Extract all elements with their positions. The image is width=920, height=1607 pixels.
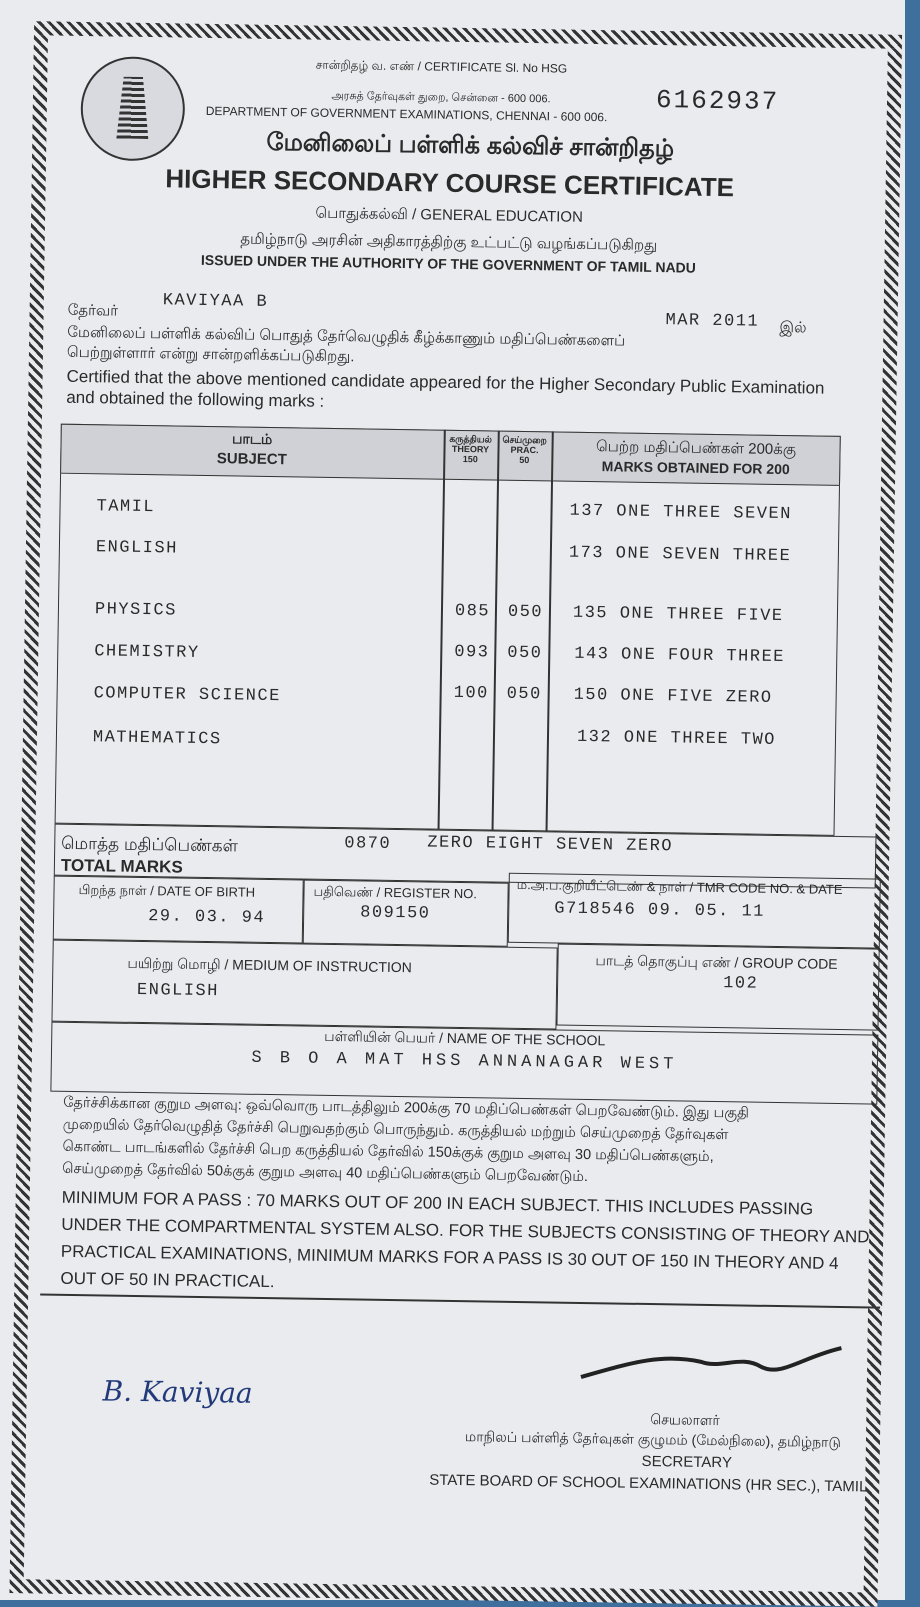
secretary-signature (571, 1332, 852, 1396)
group-label: பாடத் தொகுப்பு எண் / GROUP CODE (595, 952, 838, 972)
note-line: PRACTICAL EXAMINATIONS, MINIMUM MARKS FOR A PASS IS 30 OUT OF 150 IN THEORY AND 4 (60, 1241, 839, 1274)
table-row-marks: 150 ONE FIVE ZERO (573, 685, 773, 708)
table-row-marks: 132 ONE THREE TWO (576, 727, 777, 750)
certification-text: Certified that the above mentioned candidate appeared for the Higher Secondary Public Examination and obtained the following marks : (66, 366, 825, 411)
candidate-signature: B. Kaviyaa (102, 1374, 253, 1410)
total-marks-words: ZERO EIGHT SEVEN ZERO (427, 833, 674, 857)
table-row-practical: 050 (506, 684, 542, 705)
note-line: OUT OF 50 IN PRACTICAL. (60, 1268, 275, 1292)
group-code: 102 (722, 974, 759, 994)
table-row-theory: 100 (453, 683, 489, 704)
subject-header: SUBJECT (216, 450, 287, 469)
table-row-subject: CHEMISTRY (94, 642, 200, 663)
authority-english: ISSUED UNDER THE AUTHORITY OF THE GOVERNMENT OF TAMIL NADU (200, 251, 696, 276)
table-row-marks: 135 ONE THREE FIVE (572, 603, 784, 627)
table-row-subject: COMPUTER SCIENCE (93, 684, 281, 707)
medium-box (51, 940, 557, 1030)
exam-session: MAR 2011 (665, 311, 760, 332)
certification-tamil-line-2: பெற்றுள்ளார் என்று சான்றளிக்கப்படுகிறது. (66, 343, 355, 366)
total-marks-label: TOTAL MARKS (60, 855, 183, 877)
subtitle: பொதுக்கல்வி / GENERAL EDUCATION (315, 204, 584, 226)
note-line: MINIMUM FOR A PASS : 70 MARKS OUT OF 200 IN EACH SUBJECT. THIS INCLUDES PASSING (61, 1187, 814, 1219)
tmr-label: ம.அ.ப.குறியீட்டெண் & நாள் / TMR CODE NO. & DATE (516, 876, 843, 898)
dob-value: 29. 03. 94 (147, 907, 266, 928)
school-label: பள்ளியின் பெயர் / NAME OF THE SCHOOL (324, 1027, 606, 1049)
department-tamil: அரசுத் தேர்வுகள் துறை, சென்னை - 600 006. (331, 89, 551, 106)
table-row-practical: 050 (507, 602, 544, 623)
table-row-subject: MATHEMATICS (92, 728, 222, 750)
authority-tamil: தமிழ்நாடு அரசின் அதிகாரத்திற்கு உட்பட்டு வழங்கப்படுகிறது (240, 230, 658, 255)
note-line: UNDER THE COMPARTMENTAL SYSTEM ALSO. FOR THE SUBJECTS CONSISTING OF THEORY AND (61, 1214, 870, 1247)
total-marks-value: 0870 (344, 834, 392, 854)
certificate-number-label: சான்றிதழ் வ. எண் / CERTIFICATE Sl. No HSG (315, 57, 568, 76)
certificate-number: 6162937 (655, 84, 780, 117)
certification-tamil-line-1: மேனிலைப் பள்ளிக் கல்விப் பொதுத் தேர்வெழுதிக் கீழ்க்காணும் மதிப்பெண்களைப் (67, 323, 626, 350)
note-line: செய்முறைத் தேர்வில் 50க்குக் குறும அளவு 40 மதிப்பெண்களும் பெறவேண்டும். (62, 1160, 589, 1186)
theory-header: கருத்தியல் THEORY 150 (449, 433, 493, 465)
pass-criteria-english (60, 1184, 902, 1305)
note-line: தேர்ச்சிக்கான குறும அளவு: ஒவ்வொரு பாடத்திலும் 200க்கு 70 மதிப்பெண்கள் பெறவேண்டும். இது பகுதி (63, 1094, 750, 1122)
secretary-title: SECRETARY (641, 1452, 733, 1472)
tmr-value: G718546 09. 05. 11 (554, 899, 766, 922)
table-row-theory: 093 (454, 642, 490, 663)
board-name: STATE BOARD OF SCHOOL EXAMINATIONS (HR SEC.), TAMIL (429, 1471, 868, 1496)
marks-table (55, 424, 841, 836)
dob-label: பிறந்த நாள் / DATE OF BIRTH (78, 882, 256, 900)
board-tamil: மாநிலப் பள்ளித் தேர்வுகள் குழுமம் (மேல்நிலை), தமிழ்நாடு (464, 1428, 842, 1451)
marks-header: MARKS OBTAINED FOR 200 (601, 458, 790, 478)
table-row-subject: PHYSICS (94, 600, 178, 621)
table-row-subject: ENGLISH (95, 538, 178, 559)
medium-label: பயிற்று மொழி / MEDIUM OF INSTRUCTION (127, 954, 412, 976)
practical-header: செய்முறை PRAC. 50 (502, 434, 547, 466)
school-name: S B O A MAT HSS ANNANAGAR WEST (251, 1048, 678, 1075)
subject-header-tamil: பாடம் (231, 430, 273, 448)
total-marks-label-tamil: மொத்த மதிப்பெண்கள் (61, 833, 239, 856)
table-row-marks: 137 ONE THREE SEVEN (569, 501, 793, 525)
candidate-label: தேர்வர் (67, 301, 119, 320)
note-line: முறையில் தேர்வெழுதித் தேர்ச்சி பெறுவதற்கும் பொருந்தும். கருத்தியல் மற்றும் செய்முறைத் தேர்வுகள் (62, 1116, 729, 1144)
note-line: கொண்ட பாடங்களில் தேர்ச்சி பெற கருத்தியல் தேர்வில் 150க்குக் குறும அளவு 30 மதிப்பெண்களும், (62, 1138, 714, 1166)
table-row-theory: 085 (454, 601, 491, 622)
register-number: 809150 (360, 903, 431, 924)
department-english: DEPARTMENT OF GOVERNMENT EXAMINATIONS, CHENNAI - 600 006. (205, 103, 608, 125)
page-title: HIGHER SECONDARY COURSE CERTIFICATE (165, 163, 735, 203)
title-tamil: மேனிலைப் பள்ளிக் கல்விச் சான்றிதழ் (266, 128, 675, 163)
pass-criteria-tamil (62, 1092, 883, 1193)
session-suffix: இல் (779, 318, 807, 337)
table-row-marks: 143 ONE FOUR THREE (574, 644, 786, 668)
candidate-name: KAVIYAA B (162, 291, 269, 312)
medium-value: ENGLISH (136, 980, 220, 1002)
table-row-marks: 173 ONE SEVEN THREE (568, 543, 792, 567)
marks-header-tamil: பெற்ற மதிப்பெண்கள் 200க்கு (595, 438, 797, 459)
table-row-subject: TAMIL (96, 497, 156, 518)
register-label: பதிவெண் / REGISTER NO. (313, 883, 478, 902)
secretary-tamil: செயலாளர் (650, 1411, 720, 1429)
table-row-practical: 050 (507, 643, 543, 664)
